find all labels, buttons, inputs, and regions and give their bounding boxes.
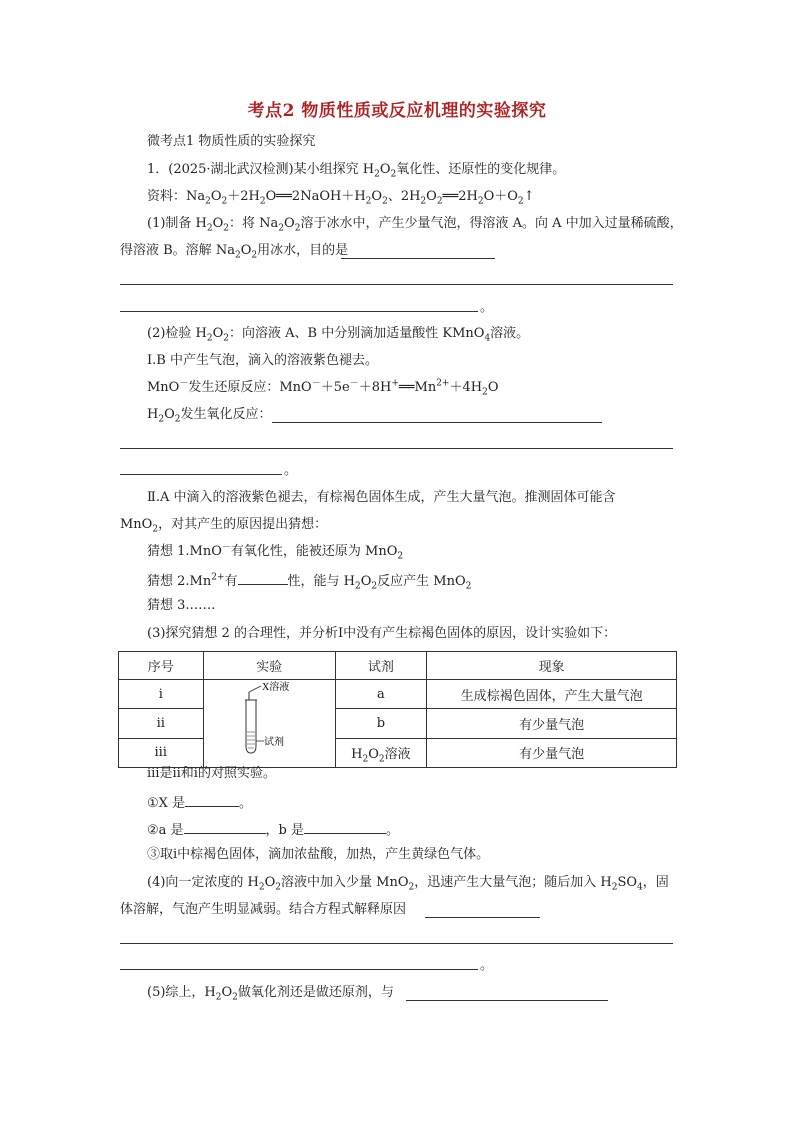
observation-ii-cont: MnO$_2$，对其产生的原因提出猜想：	[120, 517, 328, 535]
observation-ii: Ⅱ.A 中滴入的溶液紫色褪去，有棕褐色固体生成，产生大量气泡。推测固体可能含	[147, 490, 616, 505]
blank-c2-line: ②a 是 ，b 是 。	[147, 820, 399, 839]
answer-line-2c[interactable]	[120, 474, 282, 475]
row-phenomenon: 生成棕褐色固体，产生大量气泡	[427, 680, 677, 709]
row-no: ⅱ	[119, 709, 204, 738]
step-c3: ③取ⅰ中棕褐色固体，滴加浓盐酸，加热，产生黄绿色气体。	[147, 847, 490, 862]
label-reagent: 试剂	[263, 737, 284, 748]
answer-line-1c[interactable]	[120, 311, 478, 312]
guess-1: 猜想 1.MnO－有氧化性，能被还原为 MnO$_2$	[147, 542, 404, 562]
row-phenomenon: 有少量气泡	[427, 738, 677, 767]
answer-blank-guess2[interactable]	[238, 571, 288, 585]
row-phenomenon: 有少量气泡	[427, 709, 677, 738]
subsection-heading: 微考点1 物质性质的实验探究	[147, 134, 316, 149]
answer-blank-1a[interactable]	[341, 258, 495, 259]
material-equation: 资料：$Na_2O_2+2H_2O══2NaOH+H_2O_2$、$2H_2O_2══2H_2O+O_2↑$	[147, 189, 535, 207]
answer-blank-x[interactable]	[185, 793, 239, 807]
guess-3: 猜想 3.……	[147, 598, 216, 613]
question-intro: 1．(2025·湖北武汉检测)某小组探究 $H_2O_2$氧化性、还原性的变化规律。	[147, 162, 566, 180]
part4-line2: 体溶解，气泡产生明显减弱。结合方程式解释原因	[120, 902, 407, 917]
control-note: ⅲ是ⅱ和ⅰ的对照实验。	[147, 766, 276, 781]
period-2: 。	[284, 463, 298, 478]
header-experiment: 实验	[203, 652, 335, 680]
part3-line: (3)探究猜想 2 的合理性，并分析Ⅰ中没有产生棕褐色固体的原因，设计实验如下：	[147, 626, 617, 641]
answer-line-2b[interactable]	[120, 448, 673, 449]
table-header-row	[119, 652, 677, 680]
answer-line-4b[interactable]	[120, 943, 673, 944]
part4-line1: (4)向一定浓度的 $H_2O_2$溶液中加入少量 MnO$_2$，迅速产生大量气泡；随后加入 $H_2SO_4$，固	[147, 875, 669, 893]
row-reagent: $H_2O_2$溶液	[335, 738, 427, 767]
header-reagent: 试剂	[335, 652, 427, 680]
test-tube-figure	[203, 680, 335, 768]
answer-line-1b[interactable]	[120, 284, 673, 285]
mno4-reduction: MnO－发生还原反应：$MnO^-+5e^-+8H^+══Mn^{2+}+4H_2O$	[147, 378, 499, 398]
header-no: 序号	[119, 652, 204, 680]
row-no: ⅰ	[119, 680, 204, 709]
experiment-table	[118, 651, 677, 768]
header-phenomenon: 现象	[427, 652, 677, 680]
observation-i: Ⅰ.B 中产生气泡，滴入的溶液紫色褪去。	[147, 353, 378, 368]
period-4: 。	[480, 958, 494, 973]
label-x-solution: X溶液	[261, 682, 289, 693]
part1-line2: 得溶液 B。溶解 $Na_2O_2$用冰水，目的是	[120, 243, 349, 261]
row-no: ⅲ	[119, 738, 204, 767]
part5-line: (5)综上，$H_2O_2$做氧化剂还是做还原剂，与	[147, 985, 394, 1003]
page-title: 考点2 物质性质或反应机理的实验探究	[247, 101, 547, 121]
blank-c1-line: ①X 是 。	[147, 793, 252, 812]
row-reagent: a	[335, 680, 427, 709]
h2o2-oxidation: $H_2O_2$发生氧化反应：	[147, 407, 272, 425]
guess-2: 猜想 $2.Mn^{2+}$有 性，能与 $H_2O_2$反应产生 MnO$_2$	[147, 572, 472, 592]
period-1: 。	[480, 300, 494, 315]
table-row	[119, 680, 677, 709]
row-reagent: b	[335, 709, 427, 738]
answer-blank-2a[interactable]	[272, 422, 602, 423]
part2-line: (2)检验 $H_2O_2$：向溶液 A、B 中分别滴加适量酸性 KMnO$_4$溶液。	[147, 326, 530, 344]
part1-line1: (1)制备 $H_2O_2$：将 $Na_2O_2$溶于冰水中，产生少量气泡，得溶液 A。向 A 中加入过量稀硫酸，	[147, 216, 683, 234]
answer-blank-4a[interactable]	[425, 917, 540, 918]
test-tube-icon	[204, 680, 335, 763]
answer-blank-a[interactable]	[184, 820, 266, 834]
answer-line-4c[interactable]	[120, 969, 478, 970]
answer-blank-b[interactable]	[304, 820, 386, 834]
answer-blank-5[interactable]	[406, 1000, 608, 1001]
